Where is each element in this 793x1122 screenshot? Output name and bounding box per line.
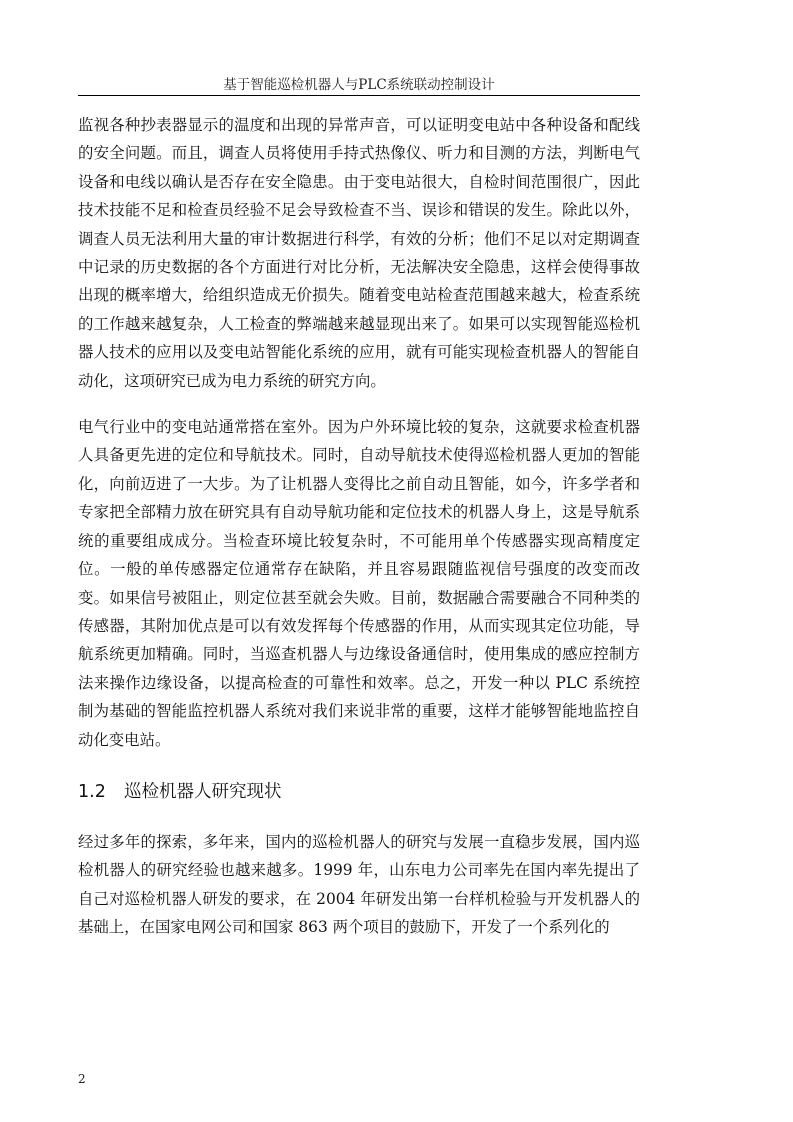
body-paragraph-3: 经过多年的探索，多年来，国内的巡检机器人的研究与发展一直稳步发展，国内巡检机器人的研究经验也越来越多。1999 年，山东电力公司率先在国内率先提出了自己对巡检机器人研发的要求，在 2004 年研发出第一台样机检验与开发机器人的基础上，在国家电网公司和国家 863 两个项目的鼓励下，开发了一个系列化的 <box>78 832 640 937</box>
section-title: 巡检机器人研究现状 <box>124 781 282 802</box>
page-number: 2 <box>78 1072 86 1086</box>
body-paragraph-2: 电气行业中的变电站通常搭在室外。因为户外环境比较的复杂，这就要求检查机器人具备更先进的定位和导航技术。同时，自动导航技术使得巡检机器人更加的智能化，向前迈进了一大步。为了让机器人变得比之前自动且智能，如今，许多学者和专家把全部精力放在研究具有自动导航功能和定位技术的机器人身上，这是导航系统的重要组成成分。当检查环境比较复杂时，不可能用单个传感器实现高精度定位。一般的单传感器定位通常存在缺陷，并且容易跟随监视信号强度的改变而改变。如果信号被阻止，则定位甚至就会失败。目前，数据融合需要融合不同种类的传感器，其附加优点是可以有效发挥每个传感器的作用，从而实现其定位功能，导航系统更加精确。同时，当巡查机器人与边缘设备通信时，使用集成的感应控制方法来操作边缘设备，以提高检查的可靠性和效率。总之，开发一种以 PLC 系统控制为基础的智能监控机器人系统对我们来说非常的重要，这样才能够智能地监控自动化变电站。 <box>78 418 640 749</box>
body-paragraph-1: 监视各种抄表器显示的温度和出现的异常声音，可以证明变电站中各种设备和配线的安全问题。而且，调查人员将使用手持式热像仪、听力和目测的方法，判断电气设备和电线以确认是否存在安全隐患。由于变电站很大，自检时间范围很广，因此技术技能不足和检查员经验不足会导致检查不当、误诊和错误的发生。除此以外，调查人员无法利用大量的审计数据进行科学，有效的分析；他们不足以对定期调查中记录的历史数据的各个方面进行对比分析，无法解决安全隐患，这样会使得事故出现的概率增大，给组织造成无价损失。随着变电站检查范围越来越大，检查系统的工作越来越复杂，人工检查的弊端越来越显现出来了。如果可以实现智能巡检机器人技术的应用以及变电站智能化系统的应用，就有可能实现检查机器人的智能自动化，这项研究已成为电力系统的研究方向。 <box>78 116 640 390</box>
section-number: 1.2 <box>78 781 106 802</box>
page-body <box>78 111 640 942</box>
section-heading <box>78 776 640 808</box>
running-header: 基于智能巡检机器人与PLC系统联动控制设计 <box>223 77 495 93</box>
header-rule <box>78 95 640 96</box>
